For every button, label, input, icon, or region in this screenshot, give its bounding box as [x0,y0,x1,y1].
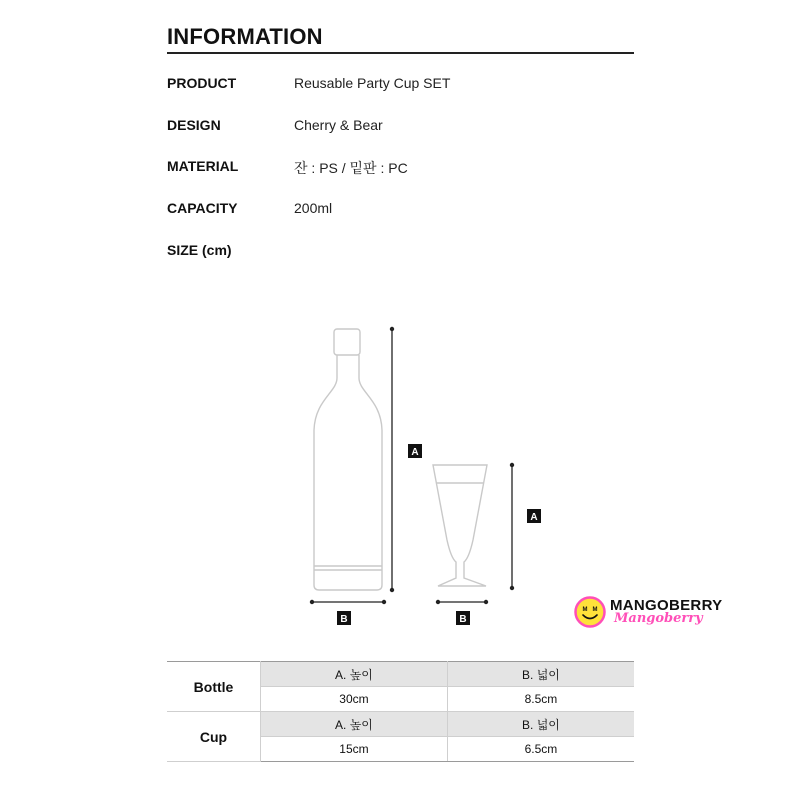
capacity-label: CAPACITY [167,200,238,216]
bottle-outline [314,329,382,590]
table-row [167,712,634,737]
svg-text:B: B [340,614,348,625]
material-label: MATERIAL [167,158,239,174]
cup-height-dimension [510,463,514,590]
bottle-width-header: B. 넓이 [447,662,634,687]
bottle-height-marker [408,444,422,458]
information-heading: INFORMATION [167,24,323,49]
cup-width-marker [456,611,470,625]
bottle-width-value: 8.5cm [447,687,634,712]
product-label: PRODUCT [167,75,237,91]
size-table [167,661,634,762]
svg-text:A: A [411,447,419,458]
size-label: SIZE (cm) [167,242,232,258]
bottle-row-name: Bottle [167,662,260,712]
cup-outline [433,465,487,586]
brand-script: Mangoberry [614,611,703,626]
capacity-value: 200ml [294,200,333,216]
bottle-height-dimension [390,327,394,592]
bottle-width-marker [337,611,351,625]
cup-width-header: B. 넓이 [447,712,634,737]
cup-height-header: A. 높이 [260,712,447,737]
bottle-width-dimension [310,600,386,604]
design-label: DESIGN [167,117,221,133]
svg-text:M: M [582,607,588,613]
svg-text:A: A [530,512,538,523]
design-value: Cherry & Bear [294,117,383,133]
cup-row-name: Cup [167,712,260,762]
brand-logo [574,596,724,632]
cup-width-value: 6.5cm [447,737,634,762]
cup-height-value: 15cm [260,737,447,762]
bottle-height-value: 30cm [260,687,447,712]
bottle-height-header: A. 높이 [260,662,447,687]
product-value: Reusable Party Cup SET [294,75,451,91]
table-row [167,662,634,687]
cup-height-marker [527,509,541,523]
svg-text:M: M [592,607,598,613]
cup-width-dimension [436,600,488,604]
svg-text:B: B [459,614,467,625]
smiley-face-icon [574,596,606,628]
material-value: 잔 : PS / 밑판 : PC [294,160,408,176]
brand-name: MANGOBERRY [610,597,723,614]
